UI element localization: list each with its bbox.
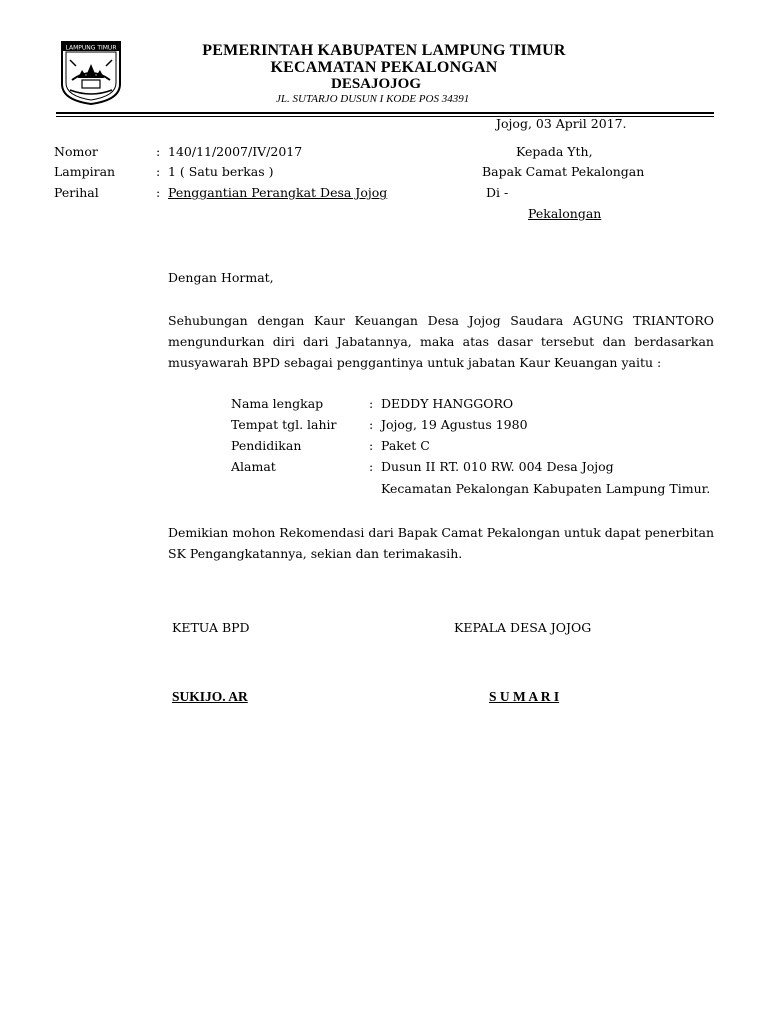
body-paragraph-2: Demikian mohon Rekomendasi dari Bapak Camat Pekalongan untuk dapat penerbitan SK Pengangkatannya, sekian dan terimakasih. [168,525,715,561]
nama-label: Nama lengkap [231,396,324,411]
letterhead-divider [56,112,714,114]
nomor-label: Nomor [54,144,98,159]
pendidikan-value: Paket C [381,438,430,453]
pendidikan-label: Pendidikan [231,438,302,453]
nama-colon: : [369,396,374,411]
letterhead-line1: PEMERINTAH KABUPATEN LAMPUNG TIMUR [202,42,566,59]
perihal-label: Perihal [54,185,99,200]
signature-left-name: SUKIJO. AR [172,689,248,704]
letterhead-line3: DESAJOJOG [331,76,422,92]
lampiran-colon: : [156,164,161,179]
alamat-colon: : [369,459,374,474]
nomor-colon: : [156,144,161,159]
recipient-greeting: Kepada Yth, [516,144,593,159]
ttl-colon: : [369,417,374,432]
recipient-di: Di - [486,185,509,200]
nomor-value: 140/11/2007/IV/2017 [168,144,303,159]
letter-date: Jojog, 03 April 2017. [496,116,627,131]
letterhead-address: JL. SUTARJO DUSUN I KODE POS 34391 [276,93,470,105]
alamat-value-2: Kecamatan Pekalongan Kabupaten Lampung Timur. [381,481,711,496]
recipient-place: Pekalongan [528,206,602,221]
perihal-value: Penggantian Perangkat Desa Jojog [168,185,388,200]
recipient-name: Bapak Camat Pekalongan [482,164,645,179]
ttl-label: Tempat tgl. lahir [231,417,337,432]
alamat-value-1: Dusun II RT. 010 RW. 004 Desa Jojog [381,459,614,474]
body-paragraph-1: Sehubungan dengan Kaur Keuangan Desa Jojog Saudara AGUNG TRIANTORO mengundurkan diri dari Jabatannya, maka atas dasar tersebut dan berdasarkan musyawarah BPD sebagai penggantinya untuk jabatan Kaur Keuangan yaitu : [168,313,714,370]
lampiran-value: 1 ( Satu berkas ) [168,164,274,179]
perihal-colon: : [156,185,161,200]
lampiran-label: Lampiran [54,164,116,179]
alamat-label: Alamat [231,459,276,474]
nama-value: DEDDY HANGGORO [381,396,514,411]
signature-left-title: KETUA BPD [172,620,250,635]
svg-text:LAMPUNG TIMUR: LAMPUNG TIMUR [65,44,117,52]
letterhead-line2: KECAMATAN PEKALONGAN [270,59,498,76]
salutation: Dengan Hormat, [168,270,274,285]
pendidikan-colon: : [369,438,374,453]
signature-right-name: S U M A R I [489,689,560,704]
signature-right-title: KEPALA DESA JOJOG [454,620,592,635]
ttl-value: Jojog, 19 Agustus 1980 [381,417,528,432]
